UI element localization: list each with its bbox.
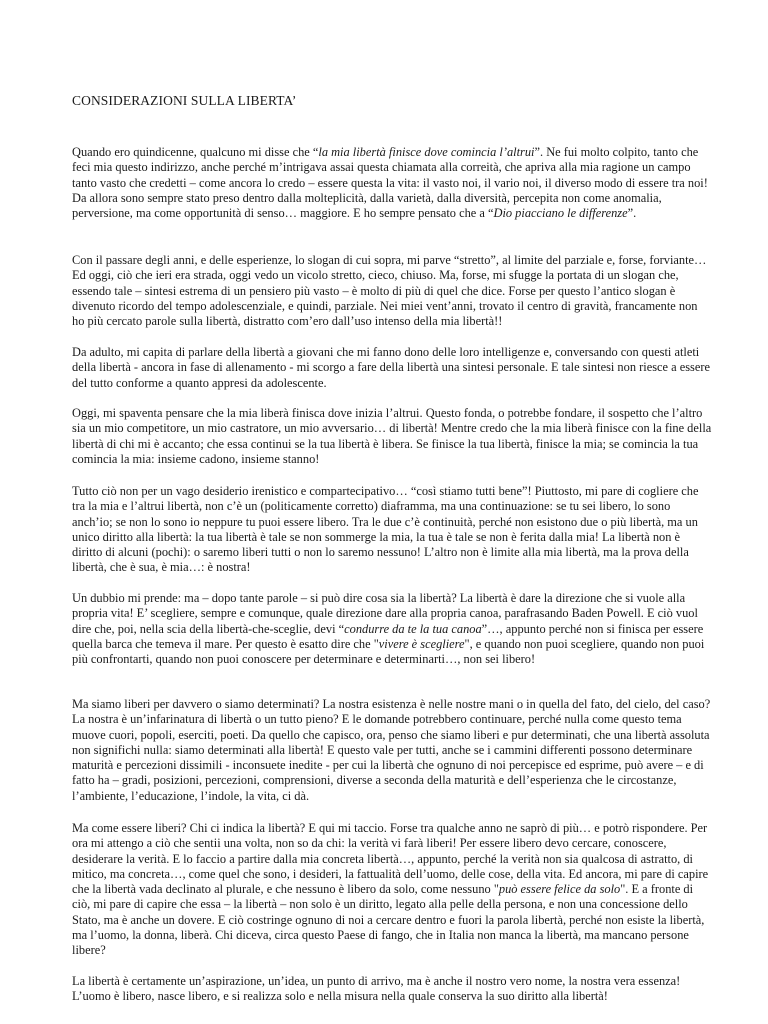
paragraph-7 [72,697,712,804]
text-run: La libertà è certamente un’aspirazione, un’idea, un punto di arrivo, ma è anche il nostro vero nome, la nostra vera essenza! L’uomo è libero, nasce libero, e si realizza solo e nella misura nella quale conserva la suo diritto alla libertà! [72,974,681,1004]
text-run: ". E a fronte di ciò, mi pare di capire che essa – la libertà – non solo è un diritto, legato alla pelle della persona, e non una concessione dello Stato, ma è anche un dovere. E ciò costringe ognuno di noi a cercare dentro e fuori la parola libertà, perché non esiste la libertà, ma l’uomo, la donna, liberà. Chi diceva, circa questo Paese di fango, che in Italia non manca la libertà, ma mancano persone libere? [72,882,705,958]
quote-run: può essere felice da solo [498,882,621,897]
text-run: ", e quando non puoi scegliere, quando non puoi più confrontarti, quando non puoi conoscere per determinare e determinarti…, non sei libero! [72,636,705,667]
quote-run: condurre da te la tua canoa [344,621,482,636]
quote-run: Dio piacciano le differenze [493,206,628,221]
text-run: Tutto ciò non per un vago desiderio irenistico e compartecipativo… “così stiamo tutti bene”! Piuttosto, mi pare di cogliere che tra la mia e l’altrui libertà, non c’è un (politicamente corretto) diaframma, ma una continuazione: se tu sei libero, lo sono anch’io; se non lo sono io neppure tu puoi essere libero. Tra le due c’è continuità, perché non esistono due o più libertà, ma un unico diritto alla libertà: la tua libertà è tale se non sommerge la mia, la tua è tale se non è ferita dalla mia! La libertà non è diritto di alcuni (pochi): o saremo liberi tutti o non lo saremo nessuno! L’altro non è limite alla mia libertà, ma la prova della libertà, che è sua, è mia…: è nostra! [72,484,699,575]
paragraph-8 [72,821,712,959]
document-title: CONSIDERAZIONI SULLA LIBERTA’ [72,93,297,108]
text-run: ”…, appunto perché non si finisca per essere quella barca che temeva il mare. Per questo è esatto dire che " [72,621,704,651]
text-run: Ma siamo liberi per davvero o siamo determinati? La nostra esistenza è nelle nostre mani o in quella del fato, del cielo, del caso? La nostra è un’infarinatura di libertà o un tutto pieno? E le domande potrebbero continuare, perché nulla come questo tema muove cuori, popoli, eserciti, poeti. Da quello che capisco, ora, penso che siamo liberi e pur determinati, che una libertà assoluta non significhi nulla: siamo determinati alla libertà! E questo vale per tutti, anche se i cammini differenti possono determinare maturità e percezioni dissimili - inconsuete inedite - per cui la libertà che ognuno di noi percepisce ed esprime, può avere – e di fatto ha – gradi, posizioni, percezioni, comprensioni, diverse a seconda della maturità e dell’esperienza che le circostanze, l’ambiente, l’educazione, l’indole, la vita, ci dà. [72,697,711,803]
paragraph-1 [72,145,712,221]
quote-run: la mia libertà finisce dove comincia l’altrui [318,145,535,159]
quote-run: vivere è scegliere [378,636,465,651]
text-run: Un dubbio mi prende: ma – dopo tante parole – si può dire cosa sia la libertà? La libertà è dare la direzione che si vuole alla propria vita! E’ scegliere, sempre e comunque, quale direzione dare alla propria canoa, parafrasando Baden Powell. E ciò vuol dire che, poi, nella scia della libertà-che-sceglie, devi “ [72,591,698,636]
text-run: ”. [627,206,637,221]
paragraph-4 [72,406,712,467]
paragraph-9 [72,974,712,1005]
text-run: ”. Ne fui molto colpito, tanto che feci mia questo indirizzo, anche perché m’intrigava assai questa chiamata alla correità, che apriva alla mia ragione un campo tanto vasto che credetti – come ancora lo credo – essere questa la vita: il vasto noi, il vario noi, il diverso modo di essere tra noi! Da allora sono sempre stato preso dentro dalla molteplicità, dalla varietà, dalla diversità, percepita non come anomalia, perversione, ma come opportunità di senso… maggiore. E ho sempre pensato che a “ [72,145,708,221]
text-run: Quando ero quindicenne, qualcuno mi disse che “ [72,145,319,159]
paragraph-5 [72,484,712,576]
paragraph-2 [72,253,712,329]
text-run: Ma come essere liberi? Chi ci indica la libertà? E qui mi taccio. Forse tra qualche anno ne saprò di più… e potrò rispondere. Per ora mi attengo a ciò che sentii una volta, non so da chi: la verità vi farà liberi! Per essere libero devo cercare, conoscere, desiderare la verità. E lo faccio a partire dalla mia concreta libertà…, appunto, perché la verità non sia qualcosa di astratto, di mitico, ma concreta…, come quel che sono, i desideri, la fattualità dell’uomo, delle cose, della vita. Ed ancora, mi pare di capire che la libertà vada declinato al plurale, e che nessuno è libero da solo, come nessuno " [72,821,709,897]
paragraph-3 [72,345,712,391]
text-run: Da adulto, mi capita di parlare della libertà a giovani che mi fanno dono delle loro intelligenze e, conversando con questi atleti della libertà - ancora in fase di allenamento - mi scorgo a fare della libertà una sintesi personale. E tale sintesi non riesce a essere del tutto conforme a quanto appresi da adolescente. [72,345,710,390]
text-run: Con il passare degli anni, e delle esperienze, lo slogan di cui sopra, mi parve “stretto”, al limite del parziale e, forse, forviante… Ed oggi, ciò che ieri era strada, oggi vedo un vicolo stretto, cieco, chiuso. Ma, forse, mi sfugge la portata di un slogan che, essendo tale – sintesi estrema di un pensiero più vasto – è molto di più di quel che dice. Forse per questo l’antico slogan è divenuto ricordo del tempo adolescenziale, e quindi, parziale. Nei miei vent’anni, trovato il centro di gravità, francamente non ho più cercato parole sulla libertà, distratto com’ero dall’uso intenso della mia libertà!! [72,253,707,329]
paragraph-6 [72,591,712,667]
text-run: Oggi, mi spaventa pensare che la mia liberà finisca dove inizia l’altrui. Questo fonda, o potrebbe fondare, il sospetto che l’altro sia un mio competitore, un mio castratore, un mio avversario… di libertà! Mentre credo che la mia liberà finisce con la fine della libertà di chi mi è accanto; che essa continui se la tua libertà è libera. Se finisce la tua libertà, finisce la mia; se comincia la tua comincia la mia: insieme cadono, insieme stanno! [72,406,712,466]
